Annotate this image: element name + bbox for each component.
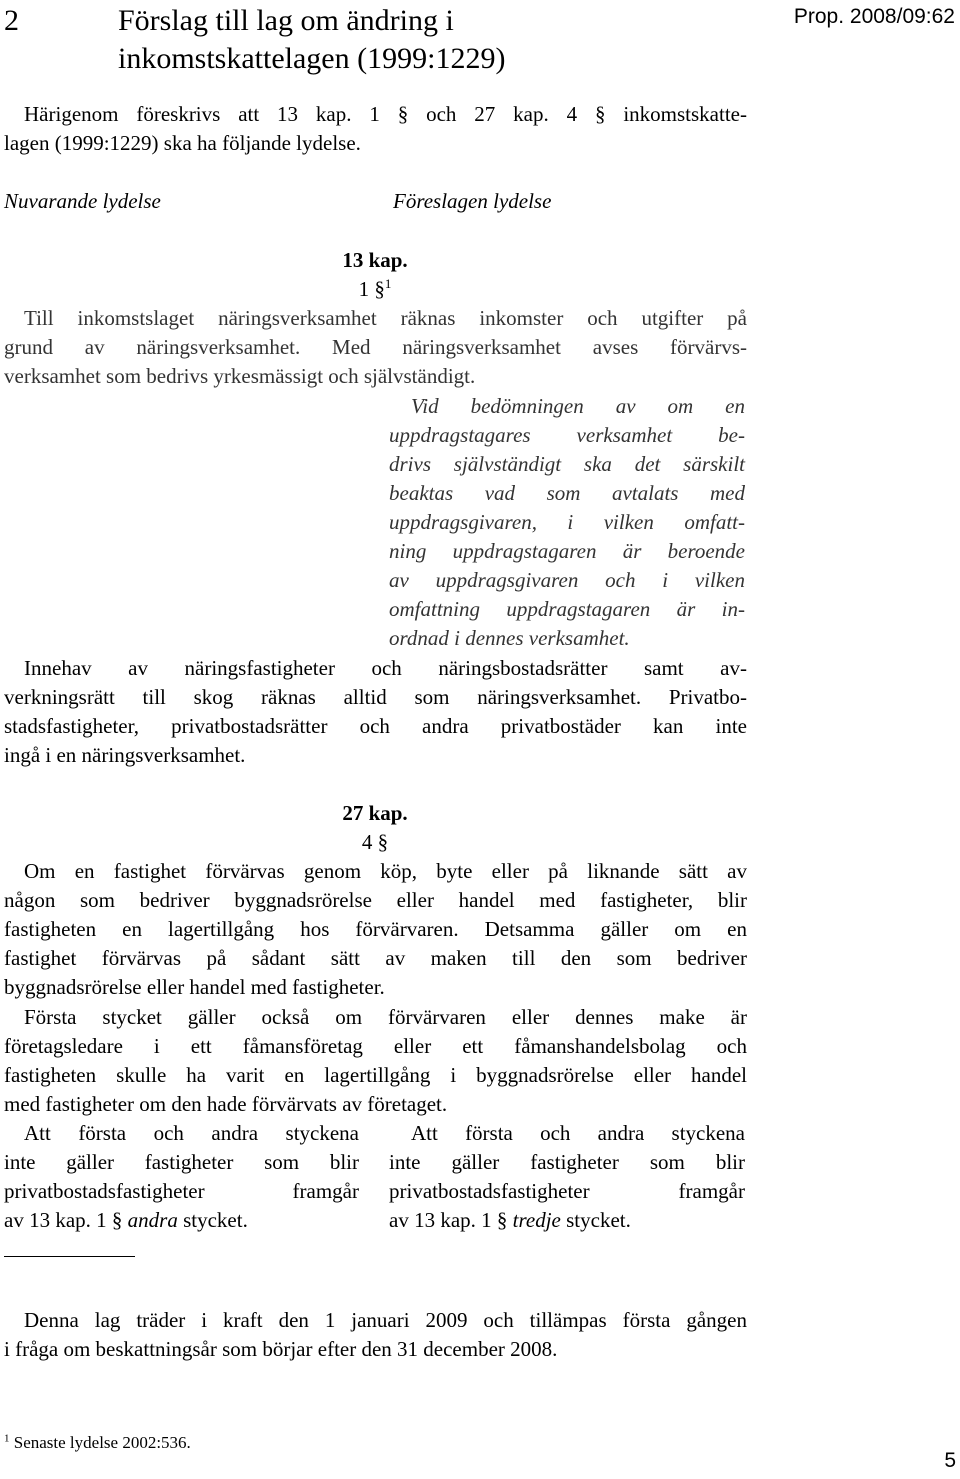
text-line: ordnad i dennes verksamhet.	[389, 626, 630, 650]
footnote-number: 1	[4, 1432, 10, 1445]
text-line: fastighet förvärvas på sådant sätt av maken till den som bedriver	[4, 946, 747, 970]
text-line: någon som bedriver byggnadsrörelse eller handel med fastigheter, blir	[4, 888, 747, 912]
intro-paragraph	[4, 100, 747, 158]
chapter13-paragraph-1	[4, 304, 747, 391]
section-4-heading: 4 §	[361, 830, 389, 854]
section-1-heading	[300, 275, 450, 304]
text-line: inte gäller fastigheter som blir	[4, 1150, 359, 1174]
text-line: av uppdragsgivaren och i vilken	[389, 568, 745, 592]
text-line: uppdragstagares verksamhet be-	[389, 423, 745, 447]
transition-provision	[4, 1306, 747, 1364]
chapter-number: 2	[4, 4, 19, 37]
text-line: omfattning uppdragstagaren är in-	[389, 597, 745, 621]
emphasis: andra	[127, 1208, 178, 1232]
column-heading-current: Nuvarande lydelse	[4, 189, 161, 213]
text-line: av 13 kap. 1 § andra stycket.	[4, 1208, 248, 1232]
text-line: företagsledare i ett fåmansföretag eller ett fåmanshandelsbolag och	[4, 1034, 747, 1058]
text-line: verkningsrätt till skog räknas alltid som näringsverksamhet. Privatbo-	[4, 685, 747, 709]
text-line: uppdragsgivaren, i vilken omfatt-	[389, 510, 745, 534]
text-line: Vid bedömningen av om en	[411, 394, 745, 418]
text-line: fastigheten skulle ha varit en lagertillgång i byggnadsrörelse eller handel	[4, 1063, 747, 1087]
text-line: privatbostadsfastigheter framgår	[4, 1179, 359, 1203]
proposed-paragraph	[389, 392, 745, 653]
text-line: byggnadsrörelse eller handel med fastigheter.	[4, 975, 385, 999]
text-line: av 13 kap. 1 § tredje stycket.	[389, 1208, 631, 1232]
text-line: beaktas vad som avtalats med	[389, 481, 745, 505]
intro-line: lagen (1999:1229) ska ha följande lydelse.	[4, 131, 361, 155]
chapter-27-heading: 27 kap.	[342, 801, 408, 825]
text-line: Att första och andra styckena	[411, 1121, 745, 1145]
text-line: Första stycket gäller också om förvärvaren eller dennes make är	[24, 1005, 747, 1029]
chapter27-paragraph-1	[4, 857, 747, 1002]
text-line: verksamhet som bedrivs yrkesmässigt och självständigt.	[4, 364, 476, 388]
intro-line: Härigenom föreskrivs att 13 kap. 1 § och 27 kap. 4 § inkomstskatte-	[24, 102, 747, 126]
text-line: Innehav av näringsfastigheter och näringsbostadsrätter samt av-	[24, 656, 747, 680]
text-line: med fastigheter om den hade förvärvats av företaget.	[4, 1092, 448, 1116]
text-line: stadsfastigheter, privatbostadsrätter och andra privatbostäder kan inte	[4, 714, 747, 738]
text-line: fastigheten en lagertillgång hos förvärvaren. Detsamma gäller om en	[4, 917, 747, 941]
text-line: inte gäller fastigheter som blir	[389, 1150, 745, 1174]
text-line: Om en fastighet förvärvas genom köp, byte eller på liknande sätt av	[24, 859, 747, 883]
text-line: drivs självständigt ska det särskilt	[389, 452, 745, 476]
text-line: grund av näringsverksamhet. Med näringsverksamhet avses förvärvs-	[4, 335, 747, 359]
footnote-reference: 1	[384, 276, 392, 291]
emphasis: tredje	[512, 1208, 561, 1232]
text-line: Denna lag träder i kraft den 1 januari 2009 och tillämpas första gången	[24, 1308, 747, 1332]
text-line: Att första och andra styckena	[24, 1121, 359, 1145]
text-line: i fråga om beskattningsår som börjar efter den 31 december 2008.	[4, 1337, 558, 1361]
chapter13-paragraph-3	[4, 654, 747, 770]
page-number: 5	[944, 1449, 956, 1472]
footnote-text: Senaste lydelse 2002:536.	[13, 1433, 191, 1452]
section-label: 1 §	[358, 277, 385, 301]
footnote	[4, 1432, 191, 1454]
title-line-2: inkomstskattelagen (1999:1229)	[118, 42, 506, 75]
chapter-13-heading: 13 kap.	[342, 248, 408, 272]
prop-reference: Prop. 2008/09:62	[793, 5, 955, 28]
proposed-text-paragraph	[389, 1119, 745, 1235]
text-line: ingå i en näringsverksamhet.	[4, 743, 246, 767]
chapter27-paragraph-2	[4, 1003, 747, 1119]
current-text-paragraph	[4, 1119, 359, 1235]
text-line: Till inkomstslaget näringsverksamhet räknas inkomster och utgifter på	[24, 306, 747, 330]
text-line: privatbostadsfastigheter framgår	[389, 1179, 745, 1203]
separator-line	[4, 1256, 135, 1257]
text-line: ning uppdragstagaren är beroende	[389, 539, 745, 563]
page-title	[118, 2, 505, 78]
title-line-1: Förslag till lag om ändring i	[118, 4, 454, 37]
column-heading-proposed: Föreslagen lydelse	[393, 189, 552, 213]
